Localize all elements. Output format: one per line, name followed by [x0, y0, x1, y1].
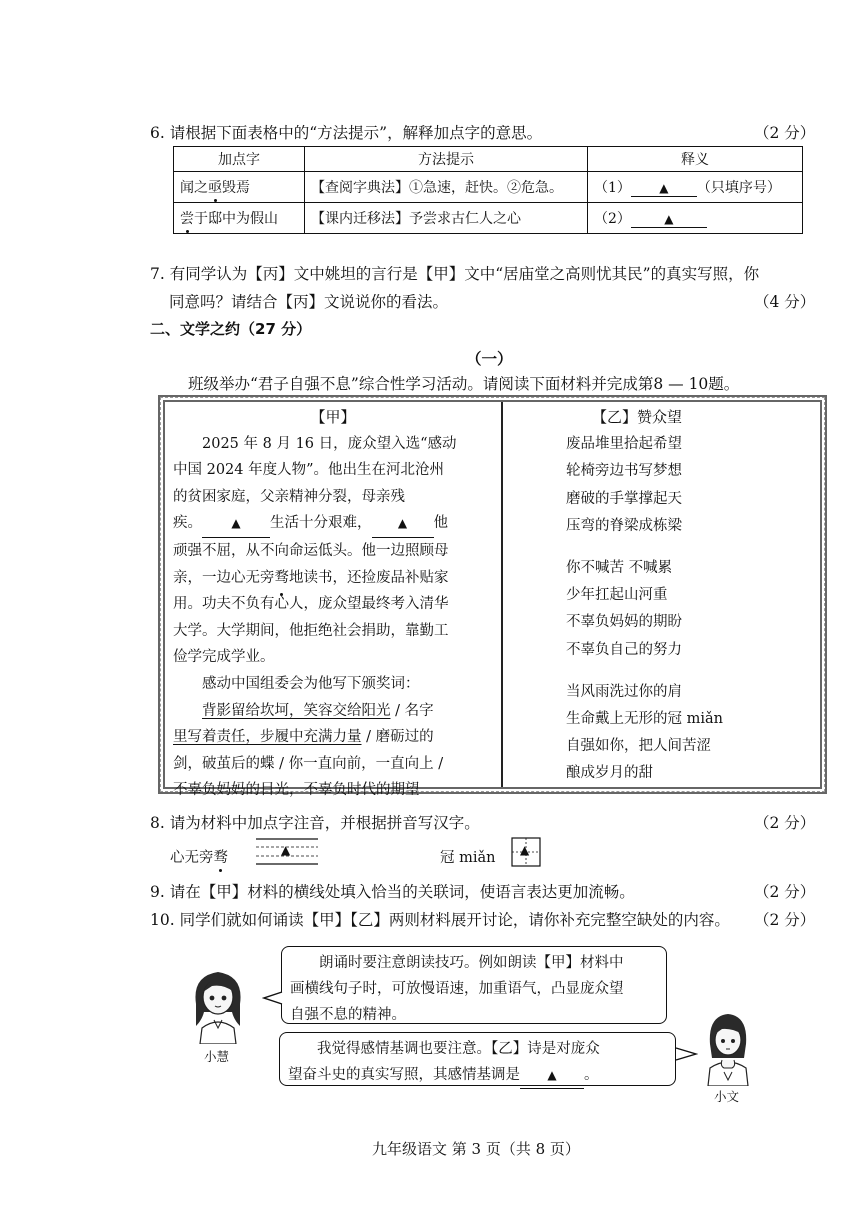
- q8-word1: 心无旁骛: [170, 846, 228, 867]
- bubble-tail: [674, 1046, 698, 1062]
- method-hint: 【查阅字典法】①急速，赶快。②危急。: [305, 172, 588, 203]
- intro-text: 班级举办“君子自强不息”综合性学习活动。请阅读下面材料并完成第8 — 10题。: [188, 375, 740, 393]
- speech-bubble: [279, 1032, 676, 1086]
- q6-score: （2 分）: [754, 124, 816, 142]
- bubble-line: 自强不息的精神。: [290, 1007, 406, 1023]
- bubble-line: 我觉得感情基调也要注意。【乙】诗是对庞众: [317, 1041, 600, 1057]
- bubble-line: 望奋斗史的真实写照，其感情基调是 ▲ 。: [288, 1062, 667, 1089]
- jia-line: 2025 年 8 月 16 日，庞众望入选“感动: [202, 435, 457, 452]
- material-yi: [560, 404, 810, 788]
- answer-triangle-icon: ▲: [664, 212, 674, 226]
- poem-line: 不辜负妈妈的期盼: [566, 614, 682, 631]
- jia-line: 背影留给坎坷，笑容交给阳光 / 名字: [202, 702, 434, 719]
- answer-triangle-icon: ▲: [520, 843, 530, 857]
- jia-line: 剑，破茧后的蝶 / 你一直向前，一直向上 /: [173, 755, 444, 772]
- table-row: [174, 203, 803, 234]
- emphasis-dot-char: 骛: [214, 846, 229, 867]
- jia-line: 俭学完成学业。: [173, 649, 275, 666]
- emphasis-dot-char: 亟: [208, 177, 222, 197]
- jia-line: 的贫困家庭，父亲精神分裂，母亲残: [173, 488, 405, 505]
- bubble-line: 画横线句子时，可放慢语速，加重语气，凸显庞众望: [290, 981, 624, 997]
- answer-triangle-icon: ▲: [281, 843, 291, 857]
- blank-triangle-icon: ▲: [231, 516, 241, 531]
- yi-title: 【乙】赞众望: [592, 408, 683, 426]
- answer-cell[interactable]: （2） ▲: [588, 203, 803, 234]
- jia-title: 【甲】: [310, 408, 356, 426]
- section-heading: 二、文学之约（27 分）: [150, 320, 312, 338]
- answer-cell[interactable]: （1） ▲ （只填序号）: [588, 172, 803, 203]
- poem-line: 自强如你，把人间苦涩: [566, 738, 711, 755]
- underlined-sentence: 背影留给坎坷，笑容交给阳光: [202, 702, 391, 719]
- q8-prompt: 8. 请为材料中加点字注音，并根据拼音写汉字。: [150, 814, 480, 832]
- jia-line: 用。功夫不负有心人，庞众望最终考入清华: [173, 596, 449, 613]
- poem-line: 少年扛起山河重: [566, 587, 668, 604]
- poem-line: 酿成岁月的甜: [566, 765, 653, 782]
- q10-score: （2 分）: [754, 911, 816, 929]
- speaker-name: 小慧: [204, 1049, 230, 1064]
- poem-line: 废品堆里拾起希望: [566, 436, 682, 453]
- jia-line: 里写着责任，步履中充满力量 / 磨砺过的: [173, 729, 434, 746]
- material-jia: [173, 404, 493, 804]
- q7-score: （4 分）: [754, 293, 816, 311]
- bubble-tail: [262, 990, 284, 1006]
- table-header: 方法提示: [305, 147, 588, 172]
- part-heading: （一）: [466, 350, 513, 368]
- jia-line: 疾。 ▲ 生活十分艰难， ▲ 他: [173, 510, 493, 538]
- poem-line: 不辜负自己的努力: [566, 641, 682, 658]
- q8-word2: 冠 miǎn: [440, 850, 496, 866]
- dotted-word: 闻之亟毁焉: [174, 172, 305, 203]
- speech-bubble: [281, 946, 667, 1024]
- jia-line: 大学。大学期间，他拒绝社会捐助，靠勤工: [173, 622, 449, 639]
- bubble-line: 朗诵时要注意朗读技巧。例如朗读【甲】材料中: [319, 955, 624, 971]
- material-divider: [501, 402, 503, 787]
- poem-line: 你不喊苦 不喊累: [566, 560, 673, 577]
- answer-triangle-icon: ▲: [659, 181, 669, 195]
- table-row: [174, 172, 803, 203]
- table-header: 释义: [588, 147, 803, 172]
- q9-score: （2 分）: [754, 883, 816, 901]
- jia-line: 不辜负妈妈的目光，不辜负时代的期望: [173, 782, 420, 799]
- table-header: 加点字: [174, 147, 305, 172]
- q6-table: [173, 146, 803, 234]
- answer-triangle-icon: ▲: [547, 1068, 557, 1082]
- speaker-name: 小文: [714, 1089, 740, 1104]
- q10-prompt: 10. 同学们就如何诵读【甲】【乙】两则材料展开讨论，请你补充完整空缺处的内容。: [150, 911, 730, 929]
- poem-line: 轮椅旁边书写梦想: [566, 463, 682, 480]
- jia-line: 中国 2024 年度人物”。他出生在河北沧州: [173, 462, 445, 479]
- answer-blank[interactable]: [520, 1062, 584, 1089]
- q8-score: （2 分）: [754, 814, 816, 832]
- dotted-word: 尝于邸中为假山: [174, 203, 305, 234]
- method-hint: 【课内迁移法】予尝求古仁人之心: [305, 203, 588, 234]
- poem-line: 磨破的手掌撑起天: [566, 490, 682, 507]
- girl-avatar-icon: [188, 964, 248, 1044]
- q7-line1: 7. 有同学认为【丙】文中姚坦的言行是【甲】文中“居庙堂之高则忧其民”的真实写照，你: [150, 265, 760, 283]
- q7-line2: 同意吗？请结合【丙】文说说你的看法。: [169, 293, 449, 311]
- emphasis-dot-char: 尝: [180, 208, 194, 228]
- page-footer: 九年级语文 第 3 页（共 8 页）: [372, 1140, 580, 1158]
- blank-triangle-icon: ▲: [397, 516, 408, 531]
- jia-line: 亲，一边心无旁骛地读书，还捡废品补贴家: [173, 565, 493, 592]
- jia-line: 顽强不屈，从不向命运低头。他一边照顾母: [173, 542, 449, 559]
- underlined-sentence: 里写着责任，步履中充满力量: [173, 729, 362, 746]
- poem-line: 压弯的脊梁成栋梁: [566, 517, 682, 534]
- girl-thinking-avatar-icon: [698, 1008, 758, 1086]
- emphasis-dot-char: 骛: [275, 565, 290, 592]
- q6-prompt: 6. 请根据下面表格中的“方法提示”，解释加点字的意思。: [150, 124, 543, 142]
- q9-prompt: 9. 请在【甲】材料的横线处填入恰当的关联词，使语言表达更加流畅。: [150, 883, 635, 901]
- poem-line: 当风雨洗过你的肩: [566, 683, 682, 700]
- jia-line: 感动中国组委会为他写下颁奖词：: [202, 675, 420, 692]
- poem-line: 生命戴上无形的冠 miǎn: [566, 711, 723, 728]
